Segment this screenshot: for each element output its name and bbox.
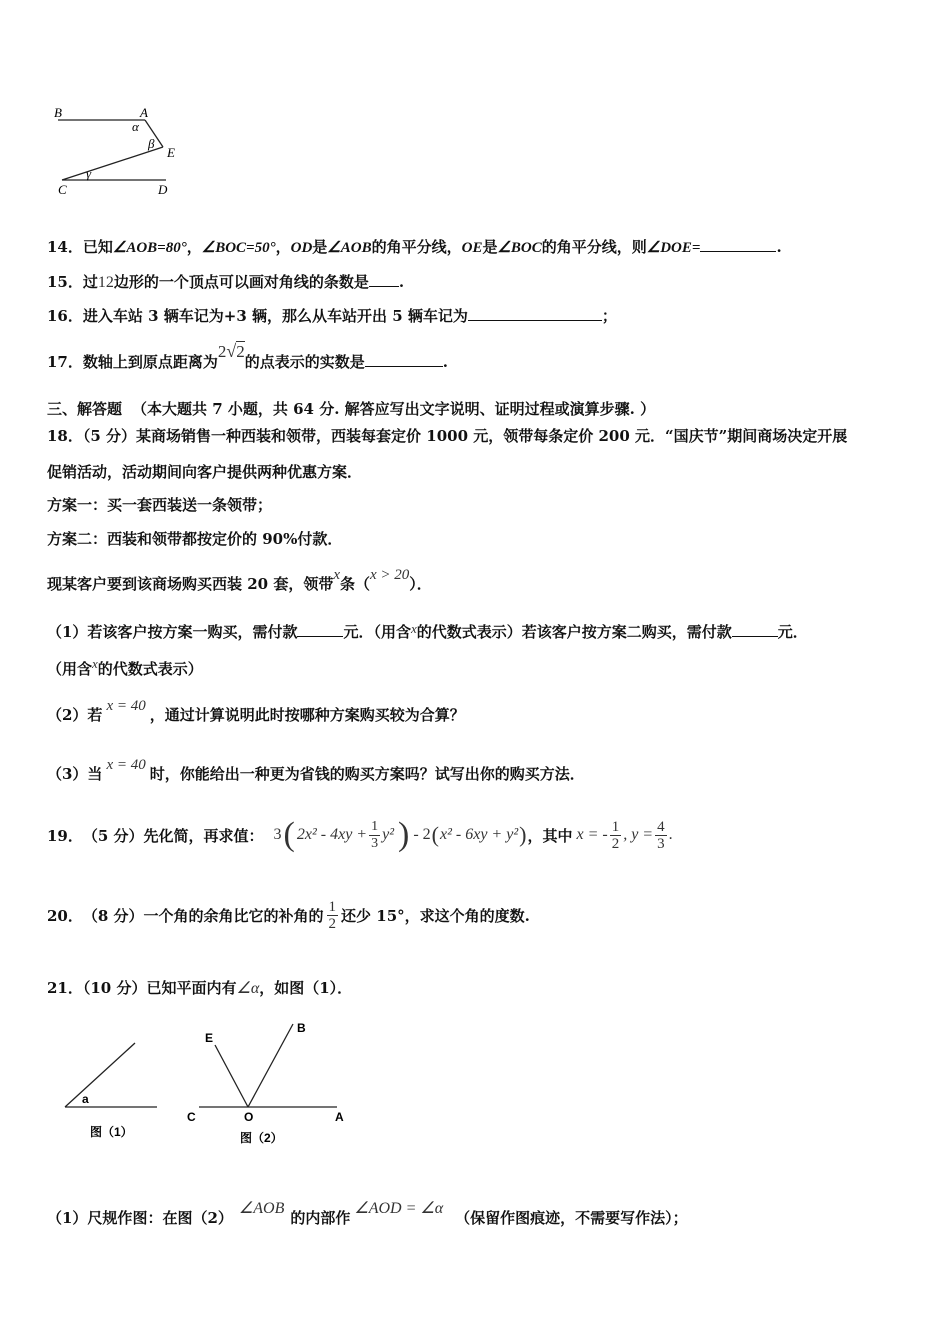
q18-text: 的代数式表示） (97, 660, 203, 678)
q14-end: . (776, 238, 782, 256)
answer-blank[interactable] (732, 622, 778, 637)
figure-2 (185, 1018, 360, 1146)
sqrt-expression (218, 342, 245, 361)
q21-text: （1）尺规作图：在图（2） (47, 1209, 233, 1227)
condition: x = 40 (106, 698, 146, 714)
q18-text: 元．（用含 (343, 623, 411, 641)
caption-fig1: 图（1） (90, 1125, 133, 1139)
q18-text: 现某客户要到该商场购买西装 20 套，领带 (47, 575, 334, 593)
parallel-lines-figure (50, 105, 190, 200)
q21-text: （10 分）已知平面内有 (82, 979, 237, 997)
q19-number: 19． (47, 826, 83, 845)
fraction (369, 819, 380, 852)
label-a: A (140, 105, 148, 120)
q21-text: ，如图（1）． (259, 979, 353, 997)
q18-line5 (47, 567, 432, 594)
q18-text: （3）当 (47, 765, 103, 783)
q15-number: 15． (47, 273, 83, 291)
q14-angle-boc: ∠BOC=50° (201, 240, 276, 256)
q18-part1 (47, 621, 808, 642)
q14-sep: ， (275, 238, 291, 256)
angle-aob: ∠AOB (238, 1200, 285, 1217)
paren-open: ( (283, 816, 295, 853)
answer-blank[interactable] (369, 272, 399, 287)
label-b: B (54, 105, 62, 120)
section-note: （本大题共 7 小题，共 64 分. 解答应写出文字说明、证明过程或演算步骤. ） (132, 400, 656, 418)
q18-text: ，通过计算说明此时按哪种方案购买较为合算？ (149, 706, 465, 724)
paren-close: ) (519, 822, 527, 847)
q14-angle-doe: ∠DOE= (646, 240, 701, 256)
q18-text: （用含 (47, 660, 93, 678)
segment-ec (62, 147, 163, 180)
label-e: E (205, 1031, 214, 1045)
q18-text: 条（ (340, 575, 371, 593)
paren-open: ( (431, 822, 439, 847)
q19-text: ，其中 (527, 826, 573, 845)
question-14 (47, 236, 782, 257)
question-17 (47, 341, 449, 372)
q21-part1 (47, 1200, 688, 1228)
q15-text: 过 (82, 273, 98, 291)
var-x: x (410, 621, 417, 636)
expr-part: - 2 (413, 826, 431, 843)
denominator: 2 (611, 835, 620, 852)
q14-text: 是 (482, 238, 498, 256)
q20-text: （8 分）一个角的余角比它的补角的 (82, 906, 324, 925)
y-eq: , y = (623, 826, 654, 843)
q18-part3 (47, 757, 585, 784)
answer-blank[interactable] (468, 306, 602, 321)
q20-number: 20． (47, 906, 83, 925)
label-c: C (58, 182, 67, 197)
ray-oblique (65, 1043, 135, 1107)
q16-number: 16． (47, 307, 83, 325)
question-21 (47, 977, 352, 998)
numerator: 1 (611, 818, 620, 835)
expression (274, 816, 528, 854)
q18-line2: 促销活动，活动期间向客户提供两种优惠方案． (47, 463, 363, 481)
q21-text: 的内部作 (290, 1209, 351, 1227)
q18-text: （1）若该客户按方案一购买，需付款 (47, 623, 298, 641)
var-x: x (92, 656, 98, 671)
q14-angle: ∠AOB (327, 240, 372, 256)
q14-sep: ， (186, 238, 202, 256)
q18-text: （5 分）某商场销售一种西装和领带，西装每套定价 1000 元，领带每条定价 200 元．“国庆节”期间商场决定开展 (82, 427, 848, 445)
q18-text: 的代数式表示）若该客户按方案二购买，需付款 (416, 623, 732, 641)
label-e: E (167, 145, 175, 160)
fraction (327, 899, 339, 932)
q21-number: 21． (47, 979, 83, 997)
q19-text: （5 分）先化简，再求值： (82, 826, 264, 845)
q18-text: （2）若 (47, 706, 103, 724)
angle-alpha: ∠α (236, 980, 260, 997)
q14-text: 的角平分线，则 (541, 238, 647, 256)
q17-end: . (442, 353, 449, 371)
q21-text: （保留作图痕迹，不需要写作法）； (455, 1209, 688, 1227)
q14-angle: ∠BOC (497, 240, 542, 256)
expr-part: x² - 6xy + y² (440, 826, 519, 843)
answer-blank[interactable] (297, 622, 343, 637)
values (576, 819, 672, 852)
q16-end: ； (601, 307, 617, 325)
caption-fig2: 图（2） (240, 1131, 283, 1145)
q18-text: 时，你能给出一种更为省钱的购买方案吗？试写出你的购买方法． (149, 765, 585, 783)
numerator: 1 (371, 818, 379, 834)
q18-plan1: 方案一：买一套西装送一条领带； (47, 496, 273, 514)
q18-number: 18． (47, 427, 83, 445)
label-gamma: γ (86, 166, 92, 181)
answer-blank[interactable] (365, 352, 443, 367)
question-19 (47, 812, 673, 858)
condition: x = 40 (106, 757, 146, 773)
q14-text: 已知 (82, 238, 113, 256)
label-o: O (244, 1110, 254, 1124)
paren-close: ) (398, 816, 410, 853)
question-16 (47, 305, 617, 326)
coef: 3 (273, 826, 282, 843)
sqrt-sign: √ (226, 341, 237, 361)
section-title: 三、解答题 (47, 400, 123, 418)
section-3-heading (47, 398, 655, 419)
label-d: D (158, 182, 168, 197)
sqrt-radicand: 2 (236, 342, 245, 361)
q14-text: 是 (312, 238, 328, 256)
q17-text: 的点表示的实数是 (244, 353, 365, 371)
question-20 (47, 892, 530, 938)
q18-line1 (47, 425, 847, 446)
denominator: 2 (328, 915, 337, 932)
q14-od: OD (290, 240, 313, 256)
ray-oe (215, 1045, 248, 1107)
denominator: 3 (371, 835, 379, 851)
q15-text: 边形的一个顶点可以画对角线的条数是 (113, 273, 369, 291)
q14-text: 的角平分线， (371, 238, 462, 256)
numerator: 4 (657, 818, 665, 835)
expr-part: y² (382, 826, 395, 843)
sqrt-coef: 2 (217, 342, 227, 361)
q14-angle-aob: ∠AOB=80° (112, 240, 187, 256)
q16-text: 进入车站 3 辆车记为+3 辆，那么从车站开出 5 辆车记为 (82, 307, 468, 325)
figure-1 (60, 1040, 170, 1145)
ray-ob (248, 1024, 293, 1107)
q18-part2 (47, 698, 465, 725)
q18-plan2: 方案二：西装和领带都按定价的 90%付款． (47, 530, 343, 548)
q19-end: . (668, 826, 673, 843)
fraction (610, 819, 622, 852)
q15-num: 12 (97, 274, 114, 291)
angle-aod: ∠AOD = ∠α (354, 1200, 444, 1217)
label-alpha: α (132, 119, 139, 134)
label-b: B (297, 1021, 306, 1035)
q18-part1-cont (47, 658, 203, 679)
q17-text: 数轴上到原点距离为 (82, 353, 218, 371)
answer-blank[interactable] (700, 237, 776, 252)
var-x: x (333, 567, 340, 583)
label-c: C (187, 1110, 196, 1124)
denominator: 3 (657, 835, 665, 852)
numerator: 1 (328, 898, 337, 915)
q18-text: ）． (409, 575, 432, 593)
condition: x > 20 (370, 567, 410, 583)
fraction (655, 819, 667, 852)
label-beta: β (148, 136, 155, 151)
x-eq: x = - (576, 826, 608, 843)
q15-end: . (398, 273, 405, 291)
q18-text: 元． (777, 623, 808, 641)
q17-number: 17． (47, 353, 83, 371)
expr-part: 2x² - 4xy + (296, 826, 368, 843)
q14-number: 14． (47, 238, 83, 256)
q20-text: 还少 15°，求这个角的度数. (341, 906, 530, 925)
label-a: A (335, 1110, 344, 1124)
q14-oe: OE (461, 240, 483, 256)
question-15 (47, 271, 404, 292)
label-alpha: a (82, 1092, 89, 1106)
